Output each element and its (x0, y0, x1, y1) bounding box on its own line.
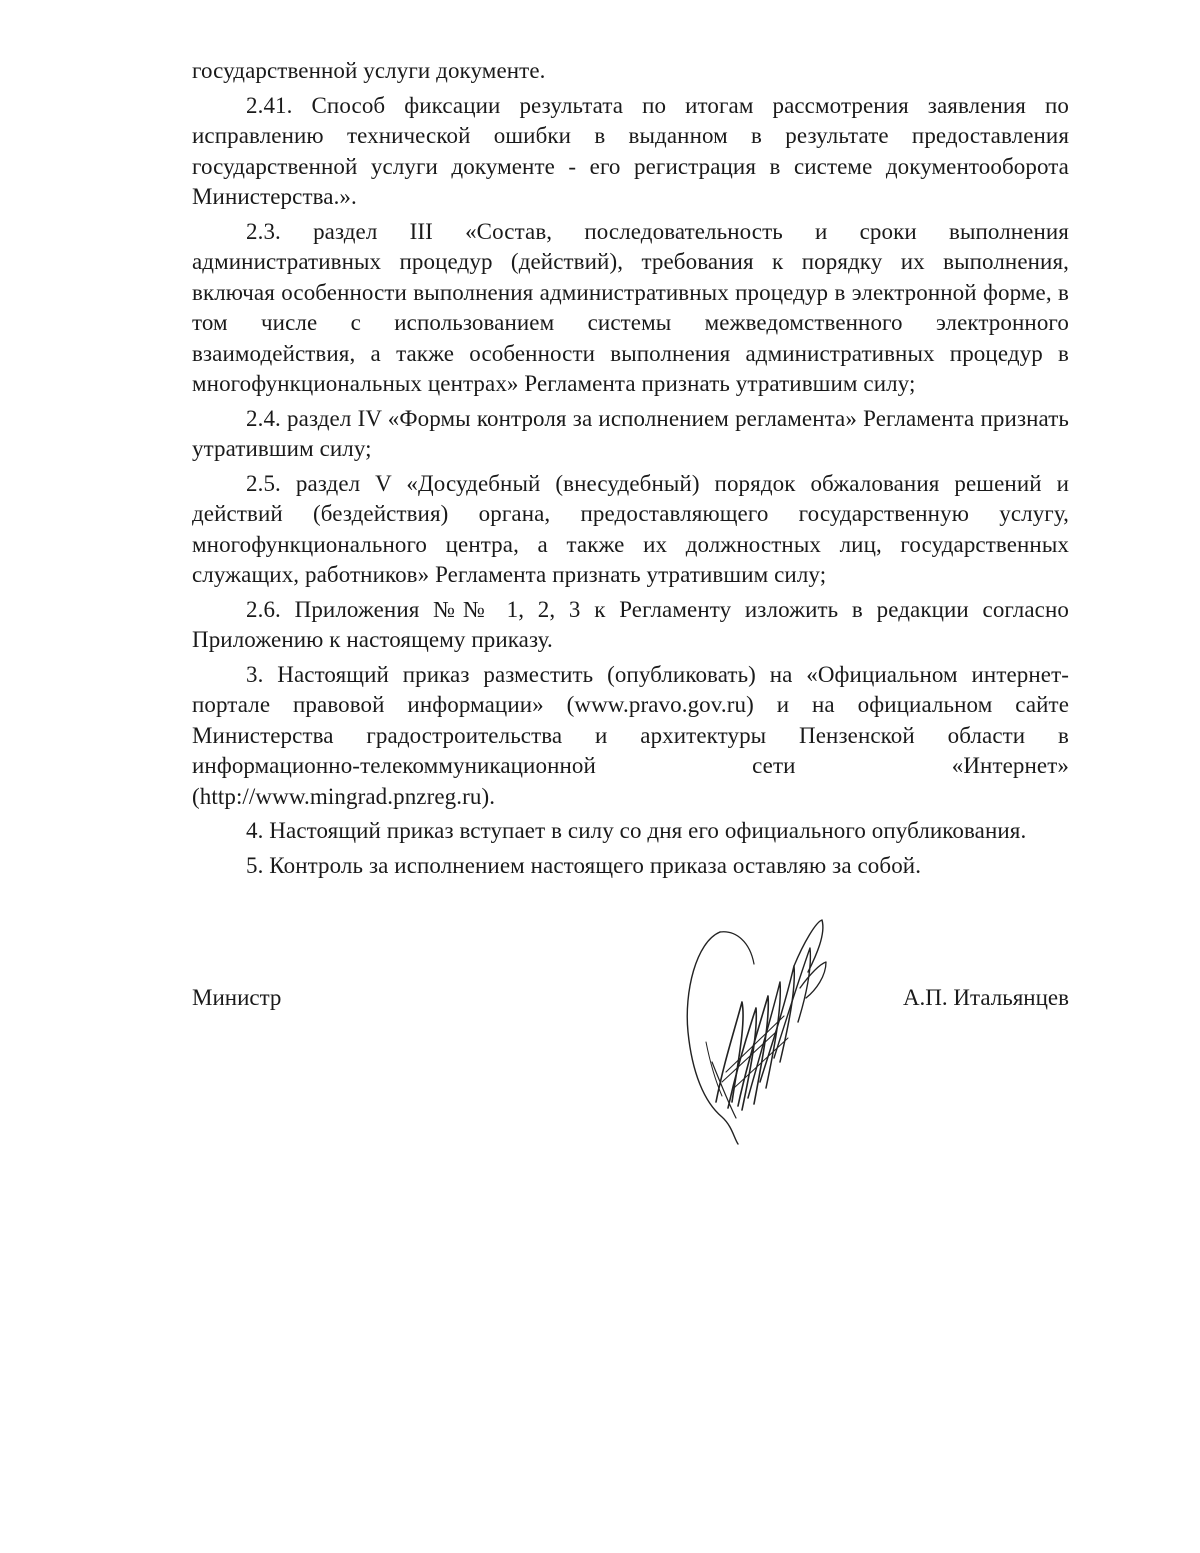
signature-block (192, 983, 1069, 1023)
paragraph-2-6: 2.6. Приложения №№ 1, 2, 3 к Регламенту изложить в редакции согласно Приложению к настоящему приказу. (192, 596, 1069, 652)
paragraph-4: 4. Настоящий приказ вступает в силу со дня его официального опубликования. (246, 818, 1027, 843)
document-body (192, 56, 1069, 885)
paragraph-continuation: государственной услуги документе. (192, 58, 546, 83)
paragraph-2-4: 2.4. раздел IV «Формы контроля за исполнением регламента» Регламента признать утратившим силу; (192, 405, 1069, 461)
signatory-name: А.П. Итальянцев (902, 985, 1069, 1010)
paragraph-5: 5. Контроль за исполнением настоящего приказа оставляю за собой. (246, 852, 922, 878)
paragraph-2-41: 2.41. Способ фиксации результата по итогам рассмотрения заявления по исправлению технической ошибки в выданном в результате предоставления государственной услуги документе - его регистрация в системе документооборота Министерства.». (192, 92, 1069, 209)
paragraph-3: 3. Настоящий приказ разместить (опубликовать) на «Официальном интернет-портале правовой информации» (www.pravo.gov.ru) и на официальном сайте Министерства градостроительства и архитектуры Пензенской области в информационно-телекоммуникационной сети «Интернет» (http://www.mingrad.pnzreg.ru). (192, 661, 1069, 809)
paragraph-2-5: 2.5. раздел V «Досудебный (внесудебный) порядок обжалования решений и действий (бездействия) органа, предоставляющего государственную услугу, многофункционального центра, а также их должностных лиц, государственных служащих, работников» Регламента признать утратившим силу; (192, 470, 1069, 587)
paragraph-2-3: 2.3. раздел III «Состав, последовательность и сроки выполнения административных процедур (действий), требования к порядку их выполнения, включая особенности выполнения административных процедур в электронной форме, в том числе с использованием системы межведомственного электронного взаимодействия, а также особенности выполнения административных процедур в многофункциональных центрах» Регламента признать утратившим силу; (192, 218, 1069, 396)
handwritten-signature-icon (676, 912, 836, 1152)
signatory-position: Министр (192, 985, 282, 1010)
